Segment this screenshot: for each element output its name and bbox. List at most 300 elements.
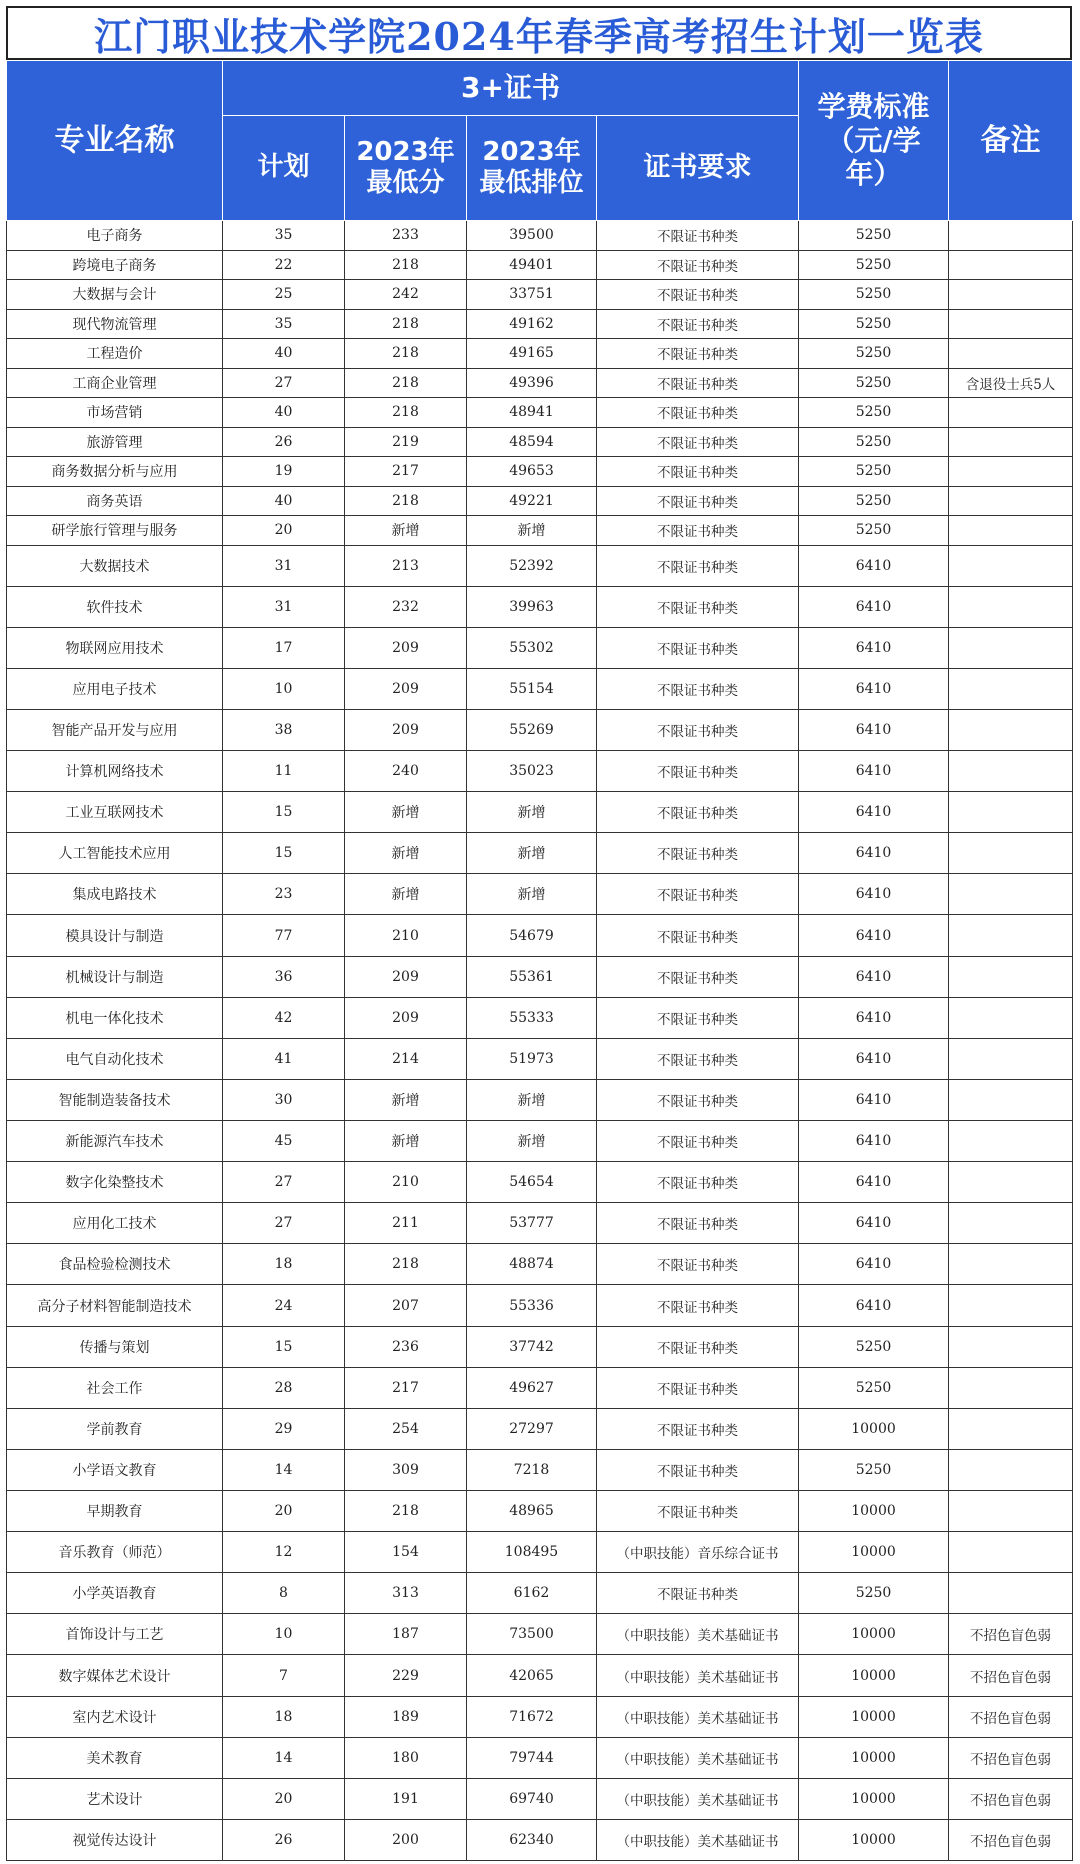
- cell-tuition-fee: 10000: [799, 1819, 949, 1860]
- cell-major-name: 模具设计与制造: [7, 915, 223, 956]
- cell-major-name: 音乐教育（师范）: [7, 1532, 223, 1573]
- cell-min-rank: 37742: [467, 1326, 597, 1367]
- cell-tuition-fee: 10000: [799, 1408, 949, 1449]
- cell-min-score: 209: [345, 956, 467, 997]
- cell-major-name: 艺术设计: [7, 1778, 223, 1819]
- table-row: [7, 398, 1073, 428]
- cell-note: [949, 668, 1073, 709]
- cell-plan-count: 27: [223, 1162, 345, 1203]
- cell-note: [949, 1162, 1073, 1203]
- cell-major-name: 早期教育: [7, 1491, 223, 1532]
- cell-cert-requirement: 不限证书种类: [597, 1326, 799, 1367]
- cell-plan-count: 30: [223, 1079, 345, 1120]
- cell-cert-requirement: 不限证书种类: [597, 427, 799, 457]
- cell-tuition-fee: 6410: [799, 1203, 949, 1244]
- cell-plan-count: 45: [223, 1121, 345, 1162]
- table-row: [7, 545, 1073, 586]
- cell-min-rank: 55336: [467, 1285, 597, 1326]
- cell-plan-count: 23: [223, 874, 345, 915]
- cell-plan-count: 20: [223, 1778, 345, 1819]
- cell-tuition-fee: 10000: [799, 1614, 949, 1655]
- cell-cert-requirement: 不限证书种类: [597, 1079, 799, 1120]
- cell-min-score: 新增: [345, 833, 467, 874]
- cell-cert-requirement: （中职技能）音乐综合证书: [597, 1532, 799, 1573]
- cell-plan-count: 15: [223, 833, 345, 874]
- cell-plan-count: 26: [223, 427, 345, 457]
- cell-min-score: 新增: [345, 874, 467, 915]
- header-cert-req: 证书要求: [597, 116, 799, 221]
- cell-note: [949, 792, 1073, 833]
- cell-major-name: 传播与策划: [7, 1326, 223, 1367]
- cell-min-rank: 73500: [467, 1614, 597, 1655]
- cell-plan-count: 15: [223, 1326, 345, 1367]
- table-row: [7, 627, 1073, 668]
- cell-note: [949, 309, 1073, 339]
- cell-plan-count: 31: [223, 586, 345, 627]
- cell-major-name: 电气自动化技术: [7, 1038, 223, 1079]
- cell-note: [949, 1079, 1073, 1120]
- cell-plan-count: 38: [223, 709, 345, 750]
- cell-cert-requirement: 不限证书种类: [597, 1162, 799, 1203]
- cell-min-score: 187: [345, 1614, 467, 1655]
- cell-cert-requirement: 不限证书种类: [597, 1367, 799, 1408]
- table-header: [7, 61, 1073, 221]
- cell-plan-count: 41: [223, 1038, 345, 1079]
- table-row: [7, 874, 1073, 915]
- cell-min-rank: 49165: [467, 339, 597, 369]
- cell-min-score: 新增: [345, 516, 467, 546]
- cell-note: [949, 1573, 1073, 1614]
- cell-min-rank: 55154: [467, 668, 597, 709]
- cell-plan-count: 35: [223, 309, 345, 339]
- header-min-score-label: 2023年 最低分: [356, 136, 455, 198]
- table-row: [7, 339, 1073, 369]
- cell-plan-count: 40: [223, 398, 345, 428]
- header-note: 备注: [949, 61, 1073, 221]
- table-row: [7, 1326, 1073, 1367]
- cell-tuition-fee: 10000: [799, 1532, 949, 1573]
- cell-note: [949, 1532, 1073, 1573]
- cell-tuition-fee: 5250: [799, 280, 949, 310]
- cell-major-name: 应用电子技术: [7, 668, 223, 709]
- cell-plan-count: 14: [223, 1449, 345, 1490]
- cell-note: [949, 1326, 1073, 1367]
- cell-note: [949, 1038, 1073, 1079]
- header-major: 专业名称: [7, 61, 223, 221]
- cell-min-score: 218: [345, 486, 467, 516]
- cell-plan-count: 24: [223, 1285, 345, 1326]
- cell-min-rank: 54679: [467, 915, 597, 956]
- cell-min-rank: 55302: [467, 627, 597, 668]
- cell-note: [949, 833, 1073, 874]
- cell-cert-requirement: 不限证书种类: [597, 586, 799, 627]
- cell-tuition-fee: 5250: [799, 398, 949, 428]
- cell-tuition-fee: 6410: [799, 833, 949, 874]
- table-row: [7, 1203, 1073, 1244]
- cell-min-score: 218: [345, 250, 467, 280]
- table-row: [7, 833, 1073, 874]
- cell-note: 不招色盲色弱: [949, 1614, 1073, 1655]
- table-row: [7, 1367, 1073, 1408]
- cell-plan-count: 22: [223, 250, 345, 280]
- cell-tuition-fee: 5250: [799, 457, 949, 487]
- table-row: [7, 221, 1073, 251]
- cell-min-score: 207: [345, 1285, 467, 1326]
- header-min-score: [345, 116, 467, 221]
- cell-note: [949, 709, 1073, 750]
- cell-tuition-fee: 6410: [799, 1162, 949, 1203]
- cell-major-name: 大数据与会计: [7, 280, 223, 310]
- cell-note: [949, 751, 1073, 792]
- cell-major-name: 市场营销: [7, 398, 223, 428]
- cell-min-rank: 新增: [467, 516, 597, 546]
- cell-major-name: 电子商务: [7, 221, 223, 251]
- cell-min-rank: 新增: [467, 1079, 597, 1120]
- cell-min-score: 210: [345, 915, 467, 956]
- cell-note: [949, 915, 1073, 956]
- cell-major-name: 机电一体化技术: [7, 997, 223, 1038]
- cell-min-score: 180: [345, 1737, 467, 1778]
- cell-cert-requirement: （中职技能）美术基础证书: [597, 1614, 799, 1655]
- cell-plan-count: 40: [223, 486, 345, 516]
- cell-major-name: 工商企业管理: [7, 368, 223, 398]
- table-row: [7, 309, 1073, 339]
- cell-min-score: 313: [345, 1573, 467, 1614]
- cell-tuition-fee: 5250: [799, 1573, 949, 1614]
- table-row: [7, 1079, 1073, 1120]
- cell-note: [949, 398, 1073, 428]
- cell-cert-requirement: 不限证书种类: [597, 398, 799, 428]
- cell-cert-requirement: 不限证书种类: [597, 1121, 799, 1162]
- cell-tuition-fee: 6410: [799, 668, 949, 709]
- cell-note: [949, 1285, 1073, 1326]
- cell-note: 含退役士兵5人: [949, 368, 1073, 398]
- cell-plan-count: 18: [223, 1696, 345, 1737]
- cell-major-name: 食品检验检测技术: [7, 1244, 223, 1285]
- cell-min-score: 新增: [345, 1121, 467, 1162]
- cell-cert-requirement: （中职技能）美术基础证书: [597, 1655, 799, 1696]
- cell-major-name: 商务英语: [7, 486, 223, 516]
- table-row: [7, 1696, 1073, 1737]
- cell-min-score: 233: [345, 221, 467, 251]
- cell-tuition-fee: 6410: [799, 915, 949, 956]
- cell-min-rank: 49162: [467, 309, 597, 339]
- cell-cert-requirement: （中职技能）美术基础证书: [597, 1696, 799, 1737]
- cell-min-score: 191: [345, 1778, 467, 1819]
- cell-plan-count: 10: [223, 1614, 345, 1655]
- cell-tuition-fee: 10000: [799, 1491, 949, 1532]
- cell-min-rank: 62340: [467, 1819, 597, 1860]
- cell-min-rank: 49396: [467, 368, 597, 398]
- cell-min-score: 新增: [345, 1079, 467, 1120]
- cell-cert-requirement: 不限证书种类: [597, 1449, 799, 1490]
- cell-major-name: 跨境电子商务: [7, 250, 223, 280]
- cell-min-score: 209: [345, 709, 467, 750]
- table-row: [7, 280, 1073, 310]
- cell-tuition-fee: 6410: [799, 1121, 949, 1162]
- cell-cert-requirement: 不限证书种类: [597, 280, 799, 310]
- cell-major-name: 集成电路技术: [7, 874, 223, 915]
- cell-cert-requirement: 不限证书种类: [597, 486, 799, 516]
- cell-major-name: 智能制造装备技术: [7, 1079, 223, 1120]
- cell-tuition-fee: 5250: [799, 1449, 949, 1490]
- cell-major-name: 软件技术: [7, 586, 223, 627]
- cell-tuition-fee: 6410: [799, 1285, 949, 1326]
- cell-min-score: 218: [345, 398, 467, 428]
- cell-min-rank: 33751: [467, 280, 597, 310]
- table-row: [7, 1244, 1073, 1285]
- cell-tuition-fee: 6410: [799, 1079, 949, 1120]
- cell-cert-requirement: 不限证书种类: [597, 250, 799, 280]
- cell-major-name: 室内艺术设计: [7, 1696, 223, 1737]
- cell-plan-count: 31: [223, 545, 345, 586]
- cell-plan-count: 7: [223, 1655, 345, 1696]
- cell-tuition-fee: 5250: [799, 309, 949, 339]
- table-row: [7, 709, 1073, 750]
- cell-major-name: 物联网应用技术: [7, 627, 223, 668]
- cell-min-score: 219: [345, 427, 467, 457]
- cell-cert-requirement: 不限证书种类: [597, 874, 799, 915]
- cell-tuition-fee: 6410: [799, 997, 949, 1038]
- cell-min-rank: 55361: [467, 956, 597, 997]
- cell-cert-requirement: 不限证书种类: [597, 792, 799, 833]
- cell-min-score: 210: [345, 1162, 467, 1203]
- cell-plan-count: 20: [223, 1491, 345, 1532]
- cell-min-score: 209: [345, 668, 467, 709]
- cell-min-rank: 39963: [467, 586, 597, 627]
- cell-note: [949, 1367, 1073, 1408]
- cell-major-name: 社会工作: [7, 1367, 223, 1408]
- cell-plan-count: 18: [223, 1244, 345, 1285]
- table-row: [7, 586, 1073, 627]
- cell-plan-count: 27: [223, 1203, 345, 1244]
- table-row: [7, 427, 1073, 457]
- cell-min-score: 新增: [345, 792, 467, 833]
- cell-cert-requirement: 不限证书种类: [597, 221, 799, 251]
- cell-cert-requirement: 不限证书种类: [597, 915, 799, 956]
- cell-plan-count: 40: [223, 339, 345, 369]
- cell-min-rank: 108495: [467, 1532, 597, 1573]
- cell-min-rank: 55333: [467, 997, 597, 1038]
- cell-note: [949, 339, 1073, 369]
- cell-min-score: 229: [345, 1655, 467, 1696]
- cell-min-rank: 48941: [467, 398, 597, 428]
- cell-cert-requirement: 不限证书种类: [597, 545, 799, 586]
- cell-cert-requirement: 不限证书种类: [597, 1038, 799, 1079]
- cell-cert-requirement: 不限证书种类: [597, 627, 799, 668]
- cell-major-name: 现代物流管理: [7, 309, 223, 339]
- header-group: 3+证书: [223, 61, 799, 116]
- cell-min-score: 211: [345, 1203, 467, 1244]
- cell-cert-requirement: 不限证书种类: [597, 516, 799, 546]
- cell-cert-requirement: 不限证书种类: [597, 1203, 799, 1244]
- cell-cert-requirement: 不限证书种类: [597, 339, 799, 369]
- cell-plan-count: 36: [223, 956, 345, 997]
- cell-note: [949, 874, 1073, 915]
- cell-major-name: 视觉传达设计: [7, 1819, 223, 1860]
- cell-min-score: 254: [345, 1408, 467, 1449]
- cell-cert-requirement: （中职技能）美术基础证书: [597, 1819, 799, 1860]
- cell-tuition-fee: 6410: [799, 792, 949, 833]
- cell-tuition-fee: 6410: [799, 956, 949, 997]
- cell-major-name: 大数据技术: [7, 545, 223, 586]
- cell-min-rank: 48874: [467, 1244, 597, 1285]
- cell-plan-count: 19: [223, 457, 345, 487]
- cell-min-score: 214: [345, 1038, 467, 1079]
- cell-major-name: 高分子材料智能制造技术: [7, 1285, 223, 1326]
- cell-plan-count: 15: [223, 792, 345, 833]
- cell-plan-count: 20: [223, 516, 345, 546]
- table-row: [7, 1737, 1073, 1778]
- cell-tuition-fee: 10000: [799, 1778, 949, 1819]
- cell-min-score: 154: [345, 1532, 467, 1573]
- cell-min-rank: 42065: [467, 1655, 597, 1696]
- cell-cert-requirement: 不限证书种类: [597, 1285, 799, 1326]
- cell-note: [949, 1491, 1073, 1532]
- header-fee-label: 学费标准 （元/学 年）: [817, 90, 930, 191]
- table-body: [7, 221, 1073, 1861]
- cell-min-score: 217: [345, 457, 467, 487]
- cell-plan-count: 8: [223, 1573, 345, 1614]
- table-row: [7, 516, 1073, 546]
- cell-min-score: 213: [345, 545, 467, 586]
- cell-cert-requirement: 不限证书种类: [597, 1244, 799, 1285]
- cell-min-rank: 49627: [467, 1367, 597, 1408]
- cell-min-score: 209: [345, 627, 467, 668]
- cell-note: [949, 956, 1073, 997]
- cell-plan-count: 14: [223, 1737, 345, 1778]
- cell-min-score: 209: [345, 997, 467, 1038]
- cell-tuition-fee: 6410: [799, 751, 949, 792]
- cell-note: [949, 1449, 1073, 1490]
- cell-min-rank: 39500: [467, 221, 597, 251]
- cell-cert-requirement: 不限证书种类: [597, 309, 799, 339]
- cell-min-rank: 新增: [467, 792, 597, 833]
- cell-major-name: 商务数据分析与应用: [7, 457, 223, 487]
- cell-cert-requirement: 不限证书种类: [597, 1408, 799, 1449]
- table-row: [7, 1532, 1073, 1573]
- cell-min-rank: 新增: [467, 1121, 597, 1162]
- cell-min-rank: 新增: [467, 874, 597, 915]
- cell-min-rank: 48965: [467, 1491, 597, 1532]
- cell-tuition-fee: 5250: [799, 221, 949, 251]
- cell-major-name: 研学旅行管理与服务: [7, 516, 223, 546]
- cell-major-name: 小学语文教育: [7, 1449, 223, 1490]
- table-row: [7, 915, 1073, 956]
- cell-tuition-fee: 5250: [799, 1367, 949, 1408]
- cell-major-name: 工程造价: [7, 339, 223, 369]
- cell-cert-requirement: 不限证书种类: [597, 457, 799, 487]
- cell-min-score: 218: [345, 1244, 467, 1285]
- cell-tuition-fee: 6410: [799, 874, 949, 915]
- cell-min-score: 218: [345, 1491, 467, 1532]
- table-row: [7, 1121, 1073, 1162]
- cell-tuition-fee: 5250: [799, 1326, 949, 1367]
- cell-min-rank: 48594: [467, 427, 597, 457]
- table-row: [7, 457, 1073, 487]
- cell-plan-count: 77: [223, 915, 345, 956]
- table-row: [7, 1614, 1073, 1655]
- cell-min-rank: 54654: [467, 1162, 597, 1203]
- cell-min-score: 218: [345, 368, 467, 398]
- table-row: [7, 1573, 1073, 1614]
- cell-min-rank: 6162: [467, 1573, 597, 1614]
- cell-cert-requirement: 不限证书种类: [597, 997, 799, 1038]
- cell-min-rank: 27297: [467, 1408, 597, 1449]
- cell-min-score: 218: [345, 309, 467, 339]
- cell-cert-requirement: 不限证书种类: [597, 709, 799, 750]
- table-row: [7, 1655, 1073, 1696]
- table-row: [7, 792, 1073, 833]
- cell-major-name: 应用化工技术: [7, 1203, 223, 1244]
- cell-tuition-fee: 6410: [799, 1038, 949, 1079]
- cell-note: [949, 997, 1073, 1038]
- cell-tuition-fee: 5250: [799, 486, 949, 516]
- cell-min-rank: 49221: [467, 486, 597, 516]
- table-row: [7, 1449, 1073, 1490]
- cell-cert-requirement: 不限证书种类: [597, 1573, 799, 1614]
- cell-min-rank: 69740: [467, 1778, 597, 1819]
- cell-plan-count: 12: [223, 1532, 345, 1573]
- cell-min-score: 236: [345, 1326, 467, 1367]
- cell-cert-requirement: 不限证书种类: [597, 368, 799, 398]
- cell-plan-count: 17: [223, 627, 345, 668]
- cell-plan-count: 25: [223, 280, 345, 310]
- header-min-rank: [467, 116, 597, 221]
- cell-note: [949, 545, 1073, 586]
- cell-major-name: 工业互联网技术: [7, 792, 223, 833]
- page-title: 江门职业技术学院2024年春季高考招生计划一览表: [6, 6, 1072, 60]
- cell-note: [949, 516, 1073, 546]
- cell-major-name: 机械设计与制造: [7, 956, 223, 997]
- cell-min-rank: 71672: [467, 1696, 597, 1737]
- table-row: [7, 250, 1073, 280]
- cell-min-rank: 52392: [467, 545, 597, 586]
- cell-tuition-fee: 5250: [799, 250, 949, 280]
- table-row: [7, 1491, 1073, 1532]
- cell-major-name: 新能源汽车技术: [7, 1121, 223, 1162]
- cell-major-name: 智能产品开发与应用: [7, 709, 223, 750]
- cell-min-score: 309: [345, 1449, 467, 1490]
- header-plan: 计划: [223, 116, 345, 221]
- cell-tuition-fee: 5250: [799, 368, 949, 398]
- cell-plan-count: 11: [223, 751, 345, 792]
- cell-min-rank: 53777: [467, 1203, 597, 1244]
- cell-cert-requirement: 不限证书种类: [597, 668, 799, 709]
- cell-note: 不招色盲色弱: [949, 1655, 1073, 1696]
- cell-major-name: 小学英语教育: [7, 1573, 223, 1614]
- cell-note: [949, 221, 1073, 251]
- cell-tuition-fee: 6410: [799, 545, 949, 586]
- cell-min-score: 200: [345, 1819, 467, 1860]
- cell-tuition-fee: 6410: [799, 627, 949, 668]
- cell-min-rank: 49653: [467, 457, 597, 487]
- table-row: [7, 1038, 1073, 1079]
- cell-min-score: 218: [345, 339, 467, 369]
- cell-major-name: 数字媒体艺术设计: [7, 1655, 223, 1696]
- cell-plan-count: 10: [223, 668, 345, 709]
- cell-note: [949, 1121, 1073, 1162]
- table-row: [7, 1408, 1073, 1449]
- table-row: [7, 368, 1073, 398]
- table-row: [7, 668, 1073, 709]
- cell-tuition-fee: 10000: [799, 1655, 949, 1696]
- cell-note: [949, 280, 1073, 310]
- cell-major-name: 首饰设计与工艺: [7, 1614, 223, 1655]
- cell-min-rank: 55269: [467, 709, 597, 750]
- cell-note: [949, 1203, 1073, 1244]
- cell-note: 不招色盲色弱: [949, 1737, 1073, 1778]
